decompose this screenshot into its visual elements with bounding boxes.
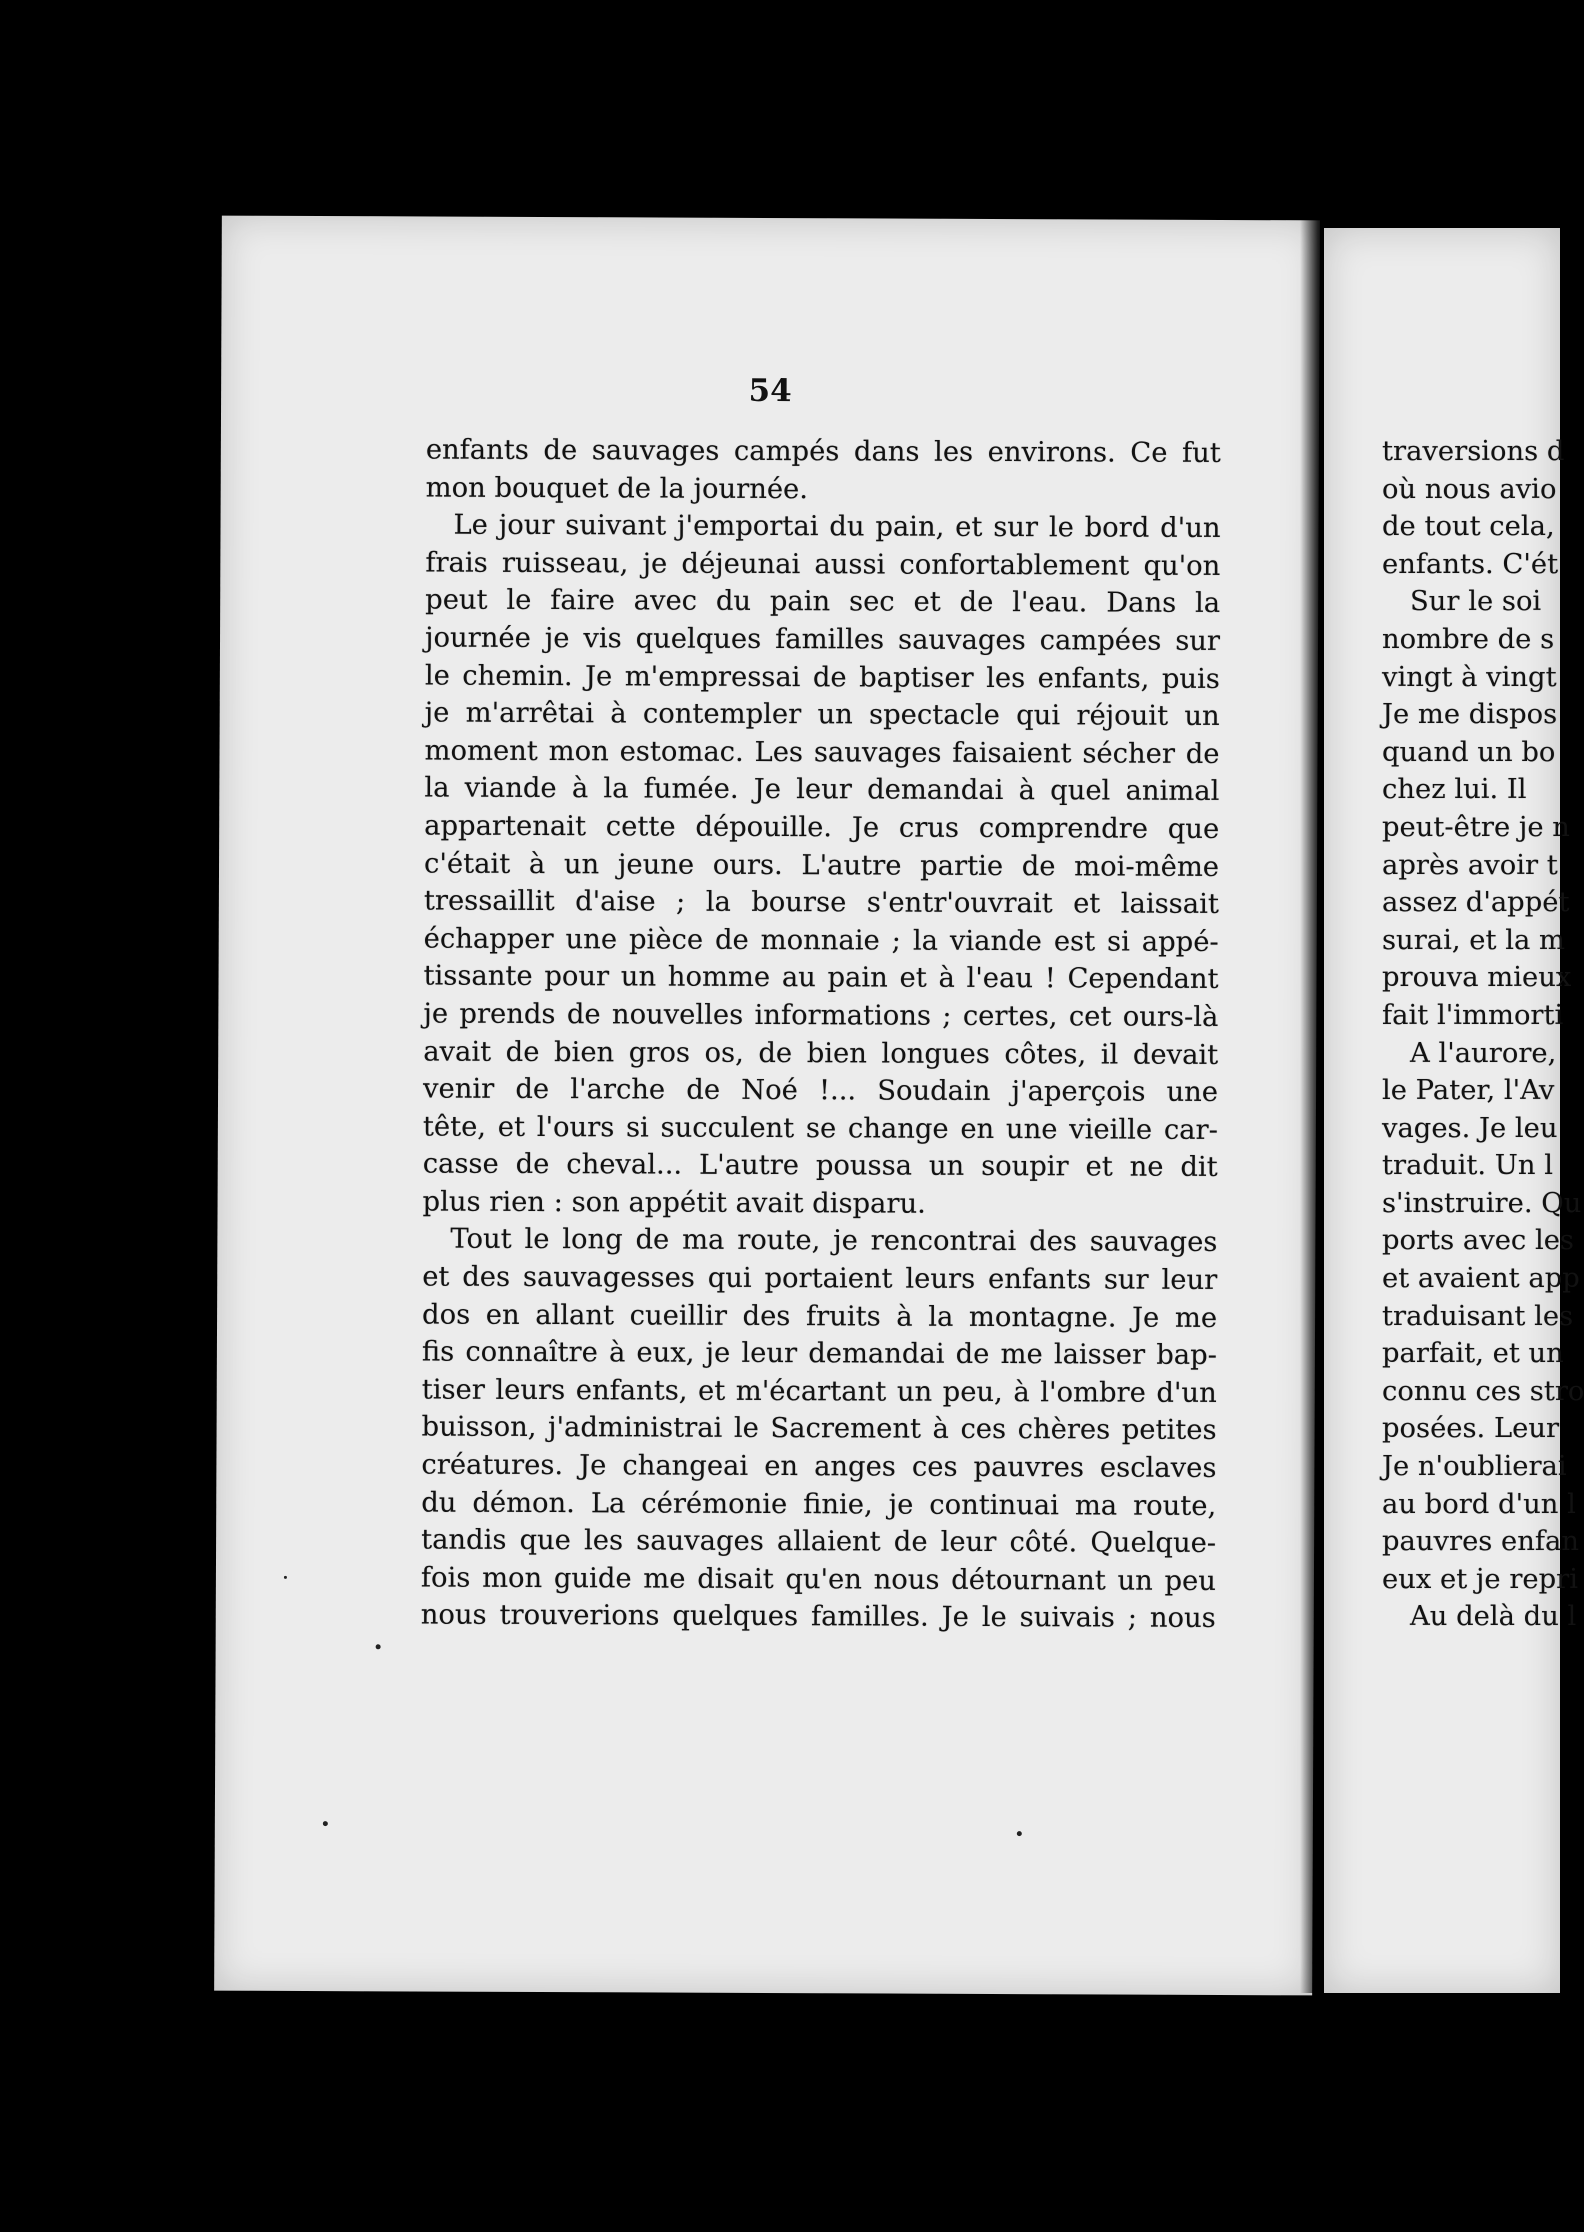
text-line: Le jour suivant j'emportai du pain, et sur le bord d'un: [453, 509, 1221, 545]
text-line: et avaient app: [1382, 1263, 1580, 1295]
text-line: et des sauvagesses qui portaient leurs enfants sur leur: [422, 1261, 1218, 1297]
text-line: traduisant les: [1382, 1300, 1574, 1332]
text-line: où nous avio: [1382, 473, 1557, 505]
text-line: le chemin. Je m'empressai de baptiser les enfants, puis: [424, 660, 1220, 695]
text-line: je prends de nouvelles informations ; certes, cet ours-là: [423, 998, 1219, 1033]
text-line: nous trouverions quelques familles. Je le suivais ; nous: [420, 1599, 1216, 1635]
text-line: s'instruire. Qu: [1382, 1187, 1582, 1219]
text-line: surai, et la m: [1382, 924, 1565, 956]
text-line: avait de bien gros os, de bien longues côtes, il devait: [423, 1035, 1219, 1071]
text-line: mon bouquet de la journée.: [425, 472, 809, 505]
text-line: chez lui. Il: [1382, 774, 1527, 806]
text-line: traversions d: [1382, 436, 1565, 467]
text-line: fis connaître à eux, je leur demandai de me laisser bap-: [421, 1336, 1217, 1372]
text-line: enfants de sauvages campés dans les environs. Ce fut: [425, 434, 1221, 469]
text-line: buisson, j'administrai le Sacrement à ces chères petites: [421, 1411, 1217, 1447]
text-line: venir de l'arche de Noé !... Soudain j'aperçois une: [423, 1073, 1219, 1109]
text-line: Sur le soi: [1410, 586, 1542, 618]
text-line: Je n'oublierai: [1382, 1451, 1567, 1483]
text-line: quand un bo: [1382, 736, 1556, 768]
text-line: créatures. Je changeai en anges ces pauvres esclaves: [421, 1449, 1217, 1484]
left-page: [214, 216, 1320, 1996]
text-line: frais ruisseau, je déjeunai aussi confortablement qu'on: [425, 547, 1221, 582]
text-line: tressaillit d'aise ; la bourse s'entr'ouvrait et laissait: [423, 885, 1219, 921]
text-line: connu ces stro: [1382, 1375, 1584, 1407]
text-line: appartenait cette dépouille. Je crus comprendre que: [424, 810, 1220, 845]
text-line: ports avec les: [1382, 1225, 1574, 1257]
text-line: A l'aurore,: [1410, 1037, 1557, 1069]
left-page-text: [421, 432, 1221, 1638]
text-line: dos en allant cueillir des fruits à la montagne. Je me: [422, 1299, 1218, 1334]
text-line: assez d'appét: [1382, 887, 1570, 919]
text-line: peut le faire avec du pain sec et de l'eau. Dans la: [425, 584, 1221, 620]
page-number: 54: [748, 372, 792, 410]
text-line: moment mon estomac. Les sauvages faisaient sécher de: [424, 735, 1220, 770]
text-line: vingt à vingt: [1382, 661, 1557, 693]
text-line: après avoir t: [1382, 849, 1558, 881]
text-line: enfants. C'ét: [1382, 548, 1559, 580]
ink-speck: [1017, 1831, 1022, 1836]
text-line: je m'arrêtai à contempler un spectacle qui réjouit un: [424, 697, 1220, 733]
text-line: Tout le long de ma route, je rencontrai des sauvages: [450, 1224, 1218, 1259]
right-page: [1324, 228, 1584, 1993]
text-line: vages. Je leu: [1382, 1112, 1558, 1144]
text-line: c'était à un jeune ours. L'autre partie de moi-même: [423, 848, 1220, 883]
text-line: journée je vis quelques familles sauvages campées sur: [424, 622, 1221, 657]
text-line: tissante pour un homme au pain et à l'eau ! Cependant: [423, 960, 1219, 996]
text-line: peut-être je n: [1382, 811, 1570, 843]
text-line: tête, et l'ours si succulent se change en une vieille car-: [422, 1111, 1218, 1146]
text-line: posées. Leur: [1382, 1413, 1560, 1445]
text-line: plus rien : son appétit avait disparu.: [422, 1186, 926, 1220]
text-line: Je me dispos: [1382, 699, 1558, 731]
text-line: fait l'immorti: [1382, 999, 1564, 1031]
text-line: eux et je repri: [1382, 1563, 1579, 1595]
text-line: de tout cela,: [1382, 511, 1555, 543]
text-line: pauvres enfan: [1382, 1526, 1580, 1558]
text-line: fois mon guide me disait qu'en nous détournant un peu: [420, 1562, 1216, 1597]
text-line: tiser leurs enfants, et m'écartant un peu, à l'ombre d'un: [421, 1374, 1217, 1409]
text-line: traduit. Un l: [1382, 1150, 1553, 1182]
text-line: Au delà du l: [1410, 1601, 1577, 1633]
text-line: prouva mieux: [1382, 962, 1572, 994]
text-line: du démon. La cérémonie finie, je continuai ma route,: [421, 1487, 1217, 1522]
ink-speck: [284, 1576, 287, 1579]
text-line: nombre de s: [1382, 623, 1555, 655]
text-line: casse de cheval... L'autre poussa un soupir et ne dit: [422, 1148, 1218, 1184]
text-line: échapper une pièce de monnaie ; la viande est si appé-: [423, 923, 1219, 958]
text-line: tandis que les sauvages allaient de leur côté. Quelque-: [421, 1524, 1217, 1560]
text-line: la viande à la fumée. Je leur demandai à quel animal: [424, 772, 1220, 808]
right-page-text: [1382, 433, 1582, 1636]
text-line: le Pater, l'Av: [1382, 1075, 1555, 1107]
text-line: au bord d'un l: [1382, 1488, 1576, 1520]
ink-speck: [323, 1821, 328, 1826]
text-line: parfait, et un: [1382, 1338, 1564, 1370]
ink-speck: [376, 1644, 381, 1649]
